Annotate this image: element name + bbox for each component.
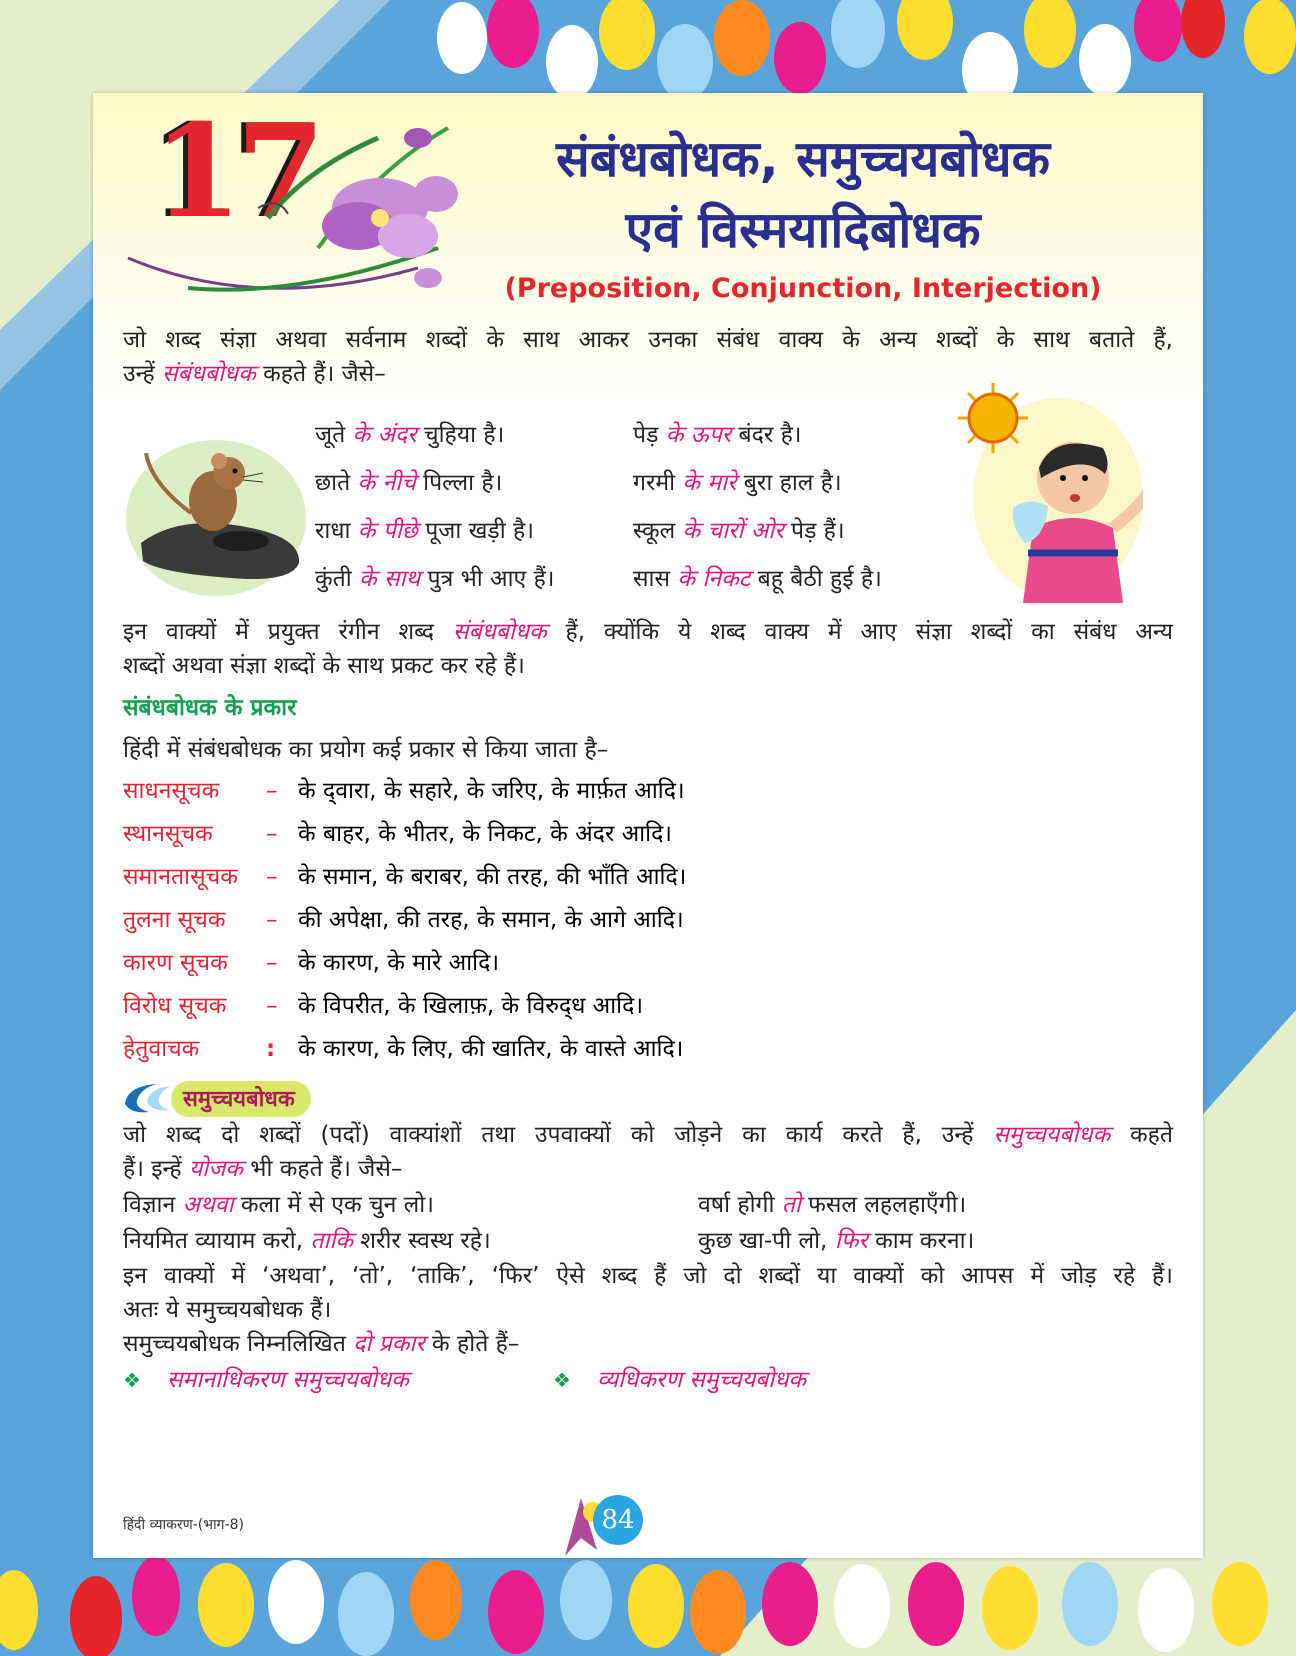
- page-number-badge: [593, 1495, 643, 1545]
- intro-text: उन्हें: [123, 361, 155, 387]
- types-heading: संबंधबोधक के प्रकार: [123, 695, 297, 721]
- flower-illustration: [118, 108, 468, 303]
- example-sentence: जूते के अंदर चुहिया है।: [315, 422, 505, 448]
- example-sentence: सास के निकट बहू बैठी हुई है।: [633, 566, 882, 592]
- textbook-page: [93, 93, 1203, 1558]
- type-row: तुलना सूचक – की अपेक्षा, की तरह, के समान, के आगे आदि।: [123, 907, 684, 933]
- page-number: 84: [601, 1505, 635, 1535]
- type-row: विरोध सूचक – के विपरीत, के खिलाफ़, के विरुद्‌ध आदि।: [123, 993, 644, 1019]
- type-row: समानतासूचक – के समान, के बराबर, की तरह, की भाँति आदि।: [123, 864, 687, 890]
- chapter-title-line2: एवं विस्मयादिबोधक: [625, 201, 981, 259]
- examples-left: [315, 411, 625, 603]
- term-preposition: संबंधबोधक: [452, 619, 547, 645]
- intro-text-end: कहते हैं। जैसे–: [263, 361, 386, 387]
- example-sentence: राधा के पीछे पूजा खड़ी है।: [315, 518, 534, 544]
- conj-example: विज्ञान अथवा कला में से एक चुन लो।: [123, 1192, 434, 1218]
- chapter-title-line1: संबंधबोधक, समुच्चयबोधक: [555, 130, 1051, 188]
- bottom-ovals: [0, 1556, 1268, 1656]
- explain-line2: शब्दों अथवा संज्ञा शब्दों के साथ प्रकट कर रहे हैं।: [123, 653, 525, 679]
- bullet-icon: ❖: [123, 1368, 141, 1392]
- conj-explain1: इन वाक्यों में ‘अथवा’, ‘तो’, ‘ताकि’, ‘फिर’ ऐसे शब्द हैं जो दो शब्दों या वाक्यों को आपस में जोड़ रहे हैं।: [123, 1263, 1173, 1289]
- example-sentence: कुंती के साथ पुत्र भी आए हैं।: [315, 566, 555, 592]
- types-list: [123, 770, 1023, 1071]
- book-footer: हिंदी व्याकरण-(भाग-8): [123, 1517, 244, 1533]
- chapter-subtitle: (Preposition, Conjunction, Interjection): [504, 273, 1102, 304]
- chapter-number: 17: [153, 97, 320, 247]
- type-row: स्थानसूचक – के बाहर, के भीतर, के निकट, के अंदर आदि।: [123, 821, 672, 847]
- type-row: कारण सूचक – के कारण, के मारे आदि।: [123, 950, 500, 976]
- examples-right: [633, 411, 953, 603]
- type-row: साधनसूचक – के द्‌वारा, के सहारे, के जरिए, के मार्फ़त आदि।: [123, 778, 685, 804]
- conj-kinds: समुच्चयबोधक निम्नलिखित दो प्रकार के होते हैं–: [123, 1331, 520, 1357]
- conj-example: नियमित व्यायाम करो, ताकि शरीर स्वस्थ रहे।: [123, 1228, 491, 1254]
- bullet-icon: ❖: [553, 1368, 571, 1392]
- conjunction-badge: समुच्चयबोधक: [171, 1081, 311, 1117]
- type-row: हेतुवाचक : के कारण, के लिए, की खातिर, के वास्ते आदि।: [123, 1036, 684, 1062]
- explain-line1: इन वाक्यों में प्रयुक्त रंगीन शब्द संबंधबोधक हैं, क्योंकि ये शब्द वाक्य में आए संज्ञा शब्दों का संबंध अन्य: [123, 619, 1174, 645]
- rat-in-shoe-illustration: [121, 423, 311, 598]
- term-yojak: योजक: [188, 1156, 243, 1182]
- conj-example: कुछ खा-पी लो, फिर काम करना।: [698, 1228, 975, 1254]
- conj-example: वर्षा होगी तो फसल लहलहाएँगी।: [698, 1192, 967, 1218]
- conj-explain2: अतः ये समुच्चयबोधक हैं।: [123, 1297, 332, 1323]
- conj-kind-2: ❖ व्यधिकरण समुच्चयबोधक: [553, 1367, 807, 1393]
- types-intro: हिंदी में संबंधबोधक का प्रयोग कई प्रकार से किया जाता है–: [123, 737, 609, 763]
- term-two-kinds: दो प्रकार: [353, 1331, 425, 1357]
- term-conjunction: समुच्चयबोधक: [993, 1122, 1111, 1148]
- top-ovals: [437, 0, 1296, 108]
- example-sentence: पेड़ के ऊपर बंदर है।: [633, 422, 802, 448]
- boy-with-sun-illustration: [953, 378, 1143, 603]
- section-swoosh-icon: [119, 1078, 179, 1118]
- conj-kind-1: ❖ समानाधिकरण समुच्चयबोधक: [123, 1367, 409, 1393]
- example-sentence: स्कूल के चारों ओर पेड़ हैं।: [633, 518, 845, 544]
- example-sentence: छाते के नीचे पिल्ला है।: [315, 470, 503, 496]
- intro-line1: जो शब्द संज्ञा अथवा सर्वनाम शब्दों के साथ आकर उनका संबंध वाक्य के अन्य शब्दों के साथ बताते हैं,: [123, 327, 1173, 353]
- conj-line1: जो शब्द दो शब्दों (पदों) वाक्यांशों तथा उपवाक्यों को जोड़ने का कार्य करते हैं, उन्हें समुच्चयबोधक कहते: [123, 1122, 1173, 1148]
- conj-line2: हैं। इन्हें योजक भी कहते हैं। जैसे–: [123, 1156, 403, 1182]
- term-preposition: संबंधबोधक: [162, 361, 256, 387]
- example-sentence: गरमी के मारे बुरा हाल है।: [633, 470, 842, 496]
